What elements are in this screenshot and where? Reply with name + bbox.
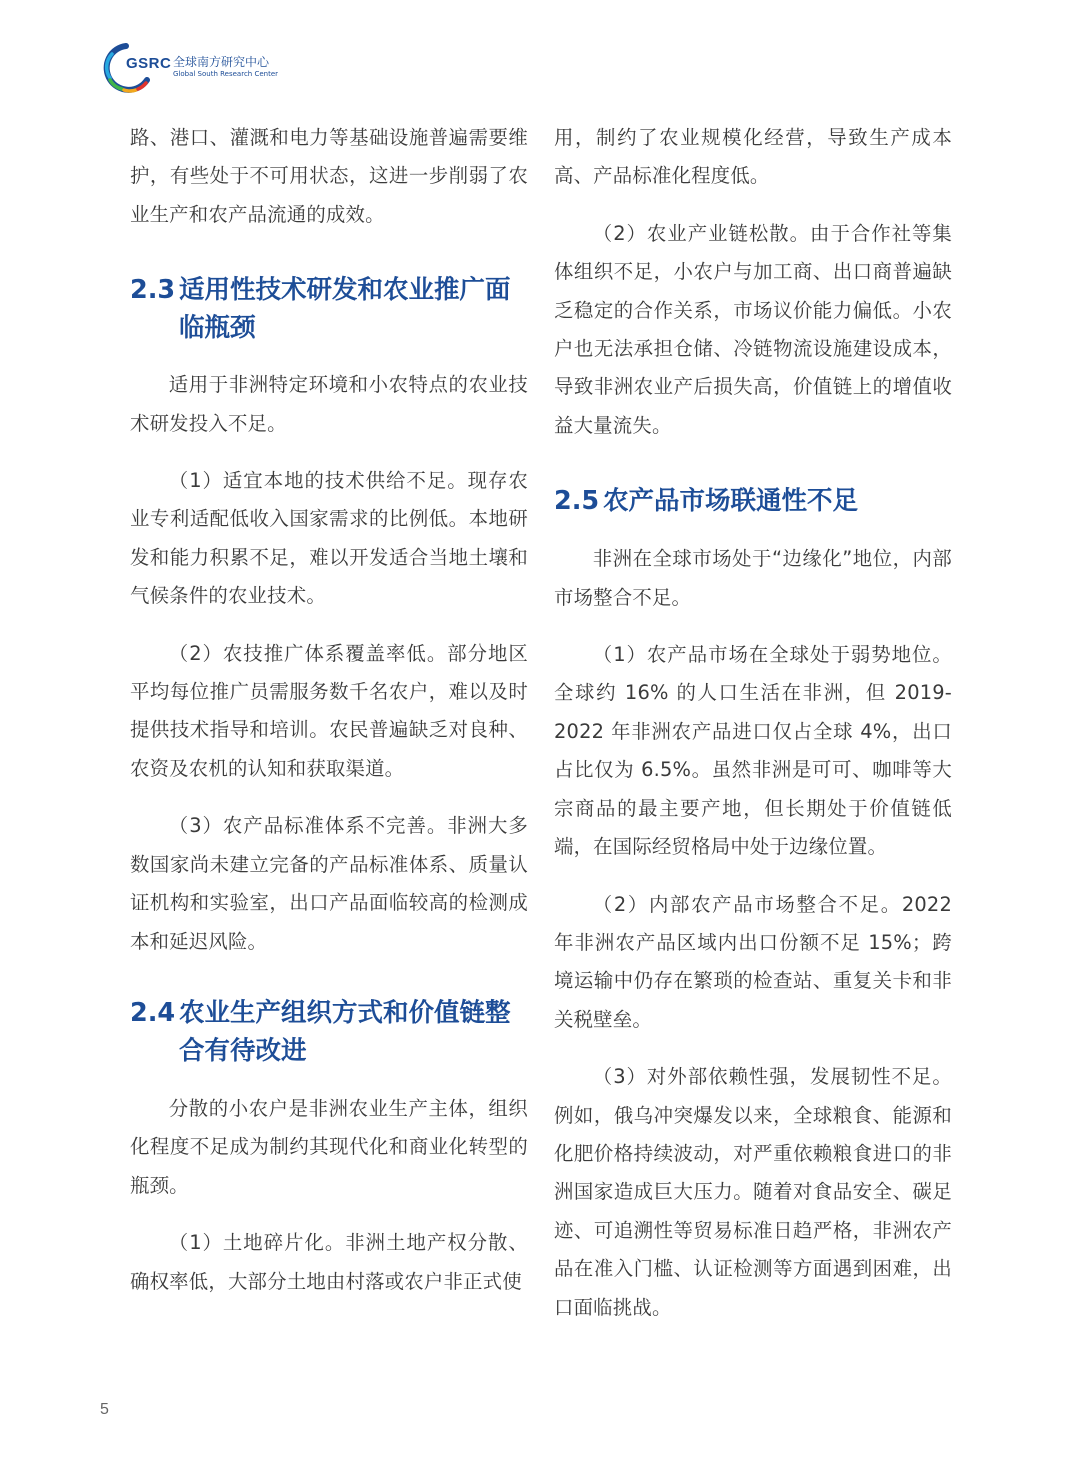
left-column xyxy=(130,119,528,1320)
gsrc-logo xyxy=(100,40,340,96)
section-2-4-lead: 分散的小农户是非洲农业生产主体，组织化程度不足成为制约其现代化和商业化转型的瓶颈。 xyxy=(130,1096,528,1197)
section-2-4-item-2: （2）农业产业链松散。由于合作社等集体组织不足，小农户与加工商、出口商普遍缺乏稳定的合作关系，市场议价能力偏低。小农户也无法承担仓储、冷链物流设施建设成本，导致非洲农业产后损失高，价值链上的增值收益大量流失。 xyxy=(554,221,952,437)
section-2-5-item-2: （2）内部农产品市场整合不足。2022 年非洲农产品区域内出口份额不足 15%；跨境运输中仍存在繁琐的检查站、重复关卡和非关税壁垒。 xyxy=(554,892,952,1031)
section-2-3-item-3: （3）农产品标准体系不完善。非洲大多数国家尚未建立完备的产品标准体系、质量认证机构和实验室，出口产品面临较高的检测成本和延迟风险。 xyxy=(130,814,528,953)
section-2-4-item-1-start: （1）土地碎片化。非洲土地产权分散、确权率低，大部分土地由村落或农户非正式使 xyxy=(130,1231,528,1293)
section-2-3-lead: 适用于非洲特定环境和小农特点的农业技术研发投入不足。 xyxy=(130,373,528,435)
section-2-4-heading xyxy=(130,994,528,1070)
section-2-5-item-1: （1）农产品市场在全球处于弱势地位。全球约 16% 的人口生活在非洲，但 2019-2022 年非洲农产品进口仅占全球 4%，出口占比仅为 6.5%。虽然非洲是可可、咖啡等大宗商品的最主要产地，但长期处于价值链低端，在国际经贸格局中处于边缘位置。 xyxy=(554,643,952,859)
intro-paragraph: 路、港口、灌溉和电力等基础设施普遍需要维护，有些处于不可用状态，这进一步削弱了农业生产和农产品流通的成效。 xyxy=(130,126,528,226)
page-number: 5 xyxy=(100,1401,109,1418)
section-number: 2.3 xyxy=(130,275,176,306)
logo-abbreviation: GSRC xyxy=(126,55,172,72)
section-number: 2.5 xyxy=(554,486,600,517)
section-2-3-item-2: （2）农技推广体系覆盖率低。部分地区平均每位推广员需服务数千名农户，难以及时提供技术指导和培训。农民普遍缺乏对良种、农资及农机的认知和获取渠道。 xyxy=(130,641,528,780)
section-2-5-lead: 非洲在全球市场处于“边缘化”地位，内部市场整合不足。 xyxy=(554,547,952,609)
section-2-5-item-3: （3）对外部依赖性强，发展韧性不足。例如，俄乌冲突爆发以来，全球粮食、能源和化肥价格持续波动，对严重依赖粮食进口的非洲国家造成巨大压力。随着对食品安全、碳足迹、可追溯性等贸易标准日趋严格，非洲农产品在准入门槛、认证检测等方面遇到困难，出口面临挑战。 xyxy=(554,1065,952,1319)
logo-chinese-name: 全球南方研究中心 xyxy=(173,55,270,69)
logo-english-name: Global South Research Center xyxy=(173,70,279,78)
section-title: 农产品市场联通性不足 xyxy=(603,486,859,517)
section-title: 农业生产组织方式和价值链整合有待改进 xyxy=(179,997,511,1066)
section-2-3-item-1: （1）适宜本地的技术供给不足。现存农业专利适配低收入国家需求的比例低。本地研发和能力积累不足，难以开发适合当地土壤和气候条件的农业技术。 xyxy=(130,469,528,608)
right-column xyxy=(554,119,952,1346)
section-number: 2.4 xyxy=(130,997,176,1028)
item-1-continuation: 用，制约了农业规模化经营，导致生产成本高、产品标准化程度低。 xyxy=(554,126,952,188)
section-title: 适用性技术研发和农业推广面临瓶颈 xyxy=(179,275,511,344)
section-2-5-heading xyxy=(554,482,952,520)
section-2-3-heading xyxy=(130,271,528,347)
